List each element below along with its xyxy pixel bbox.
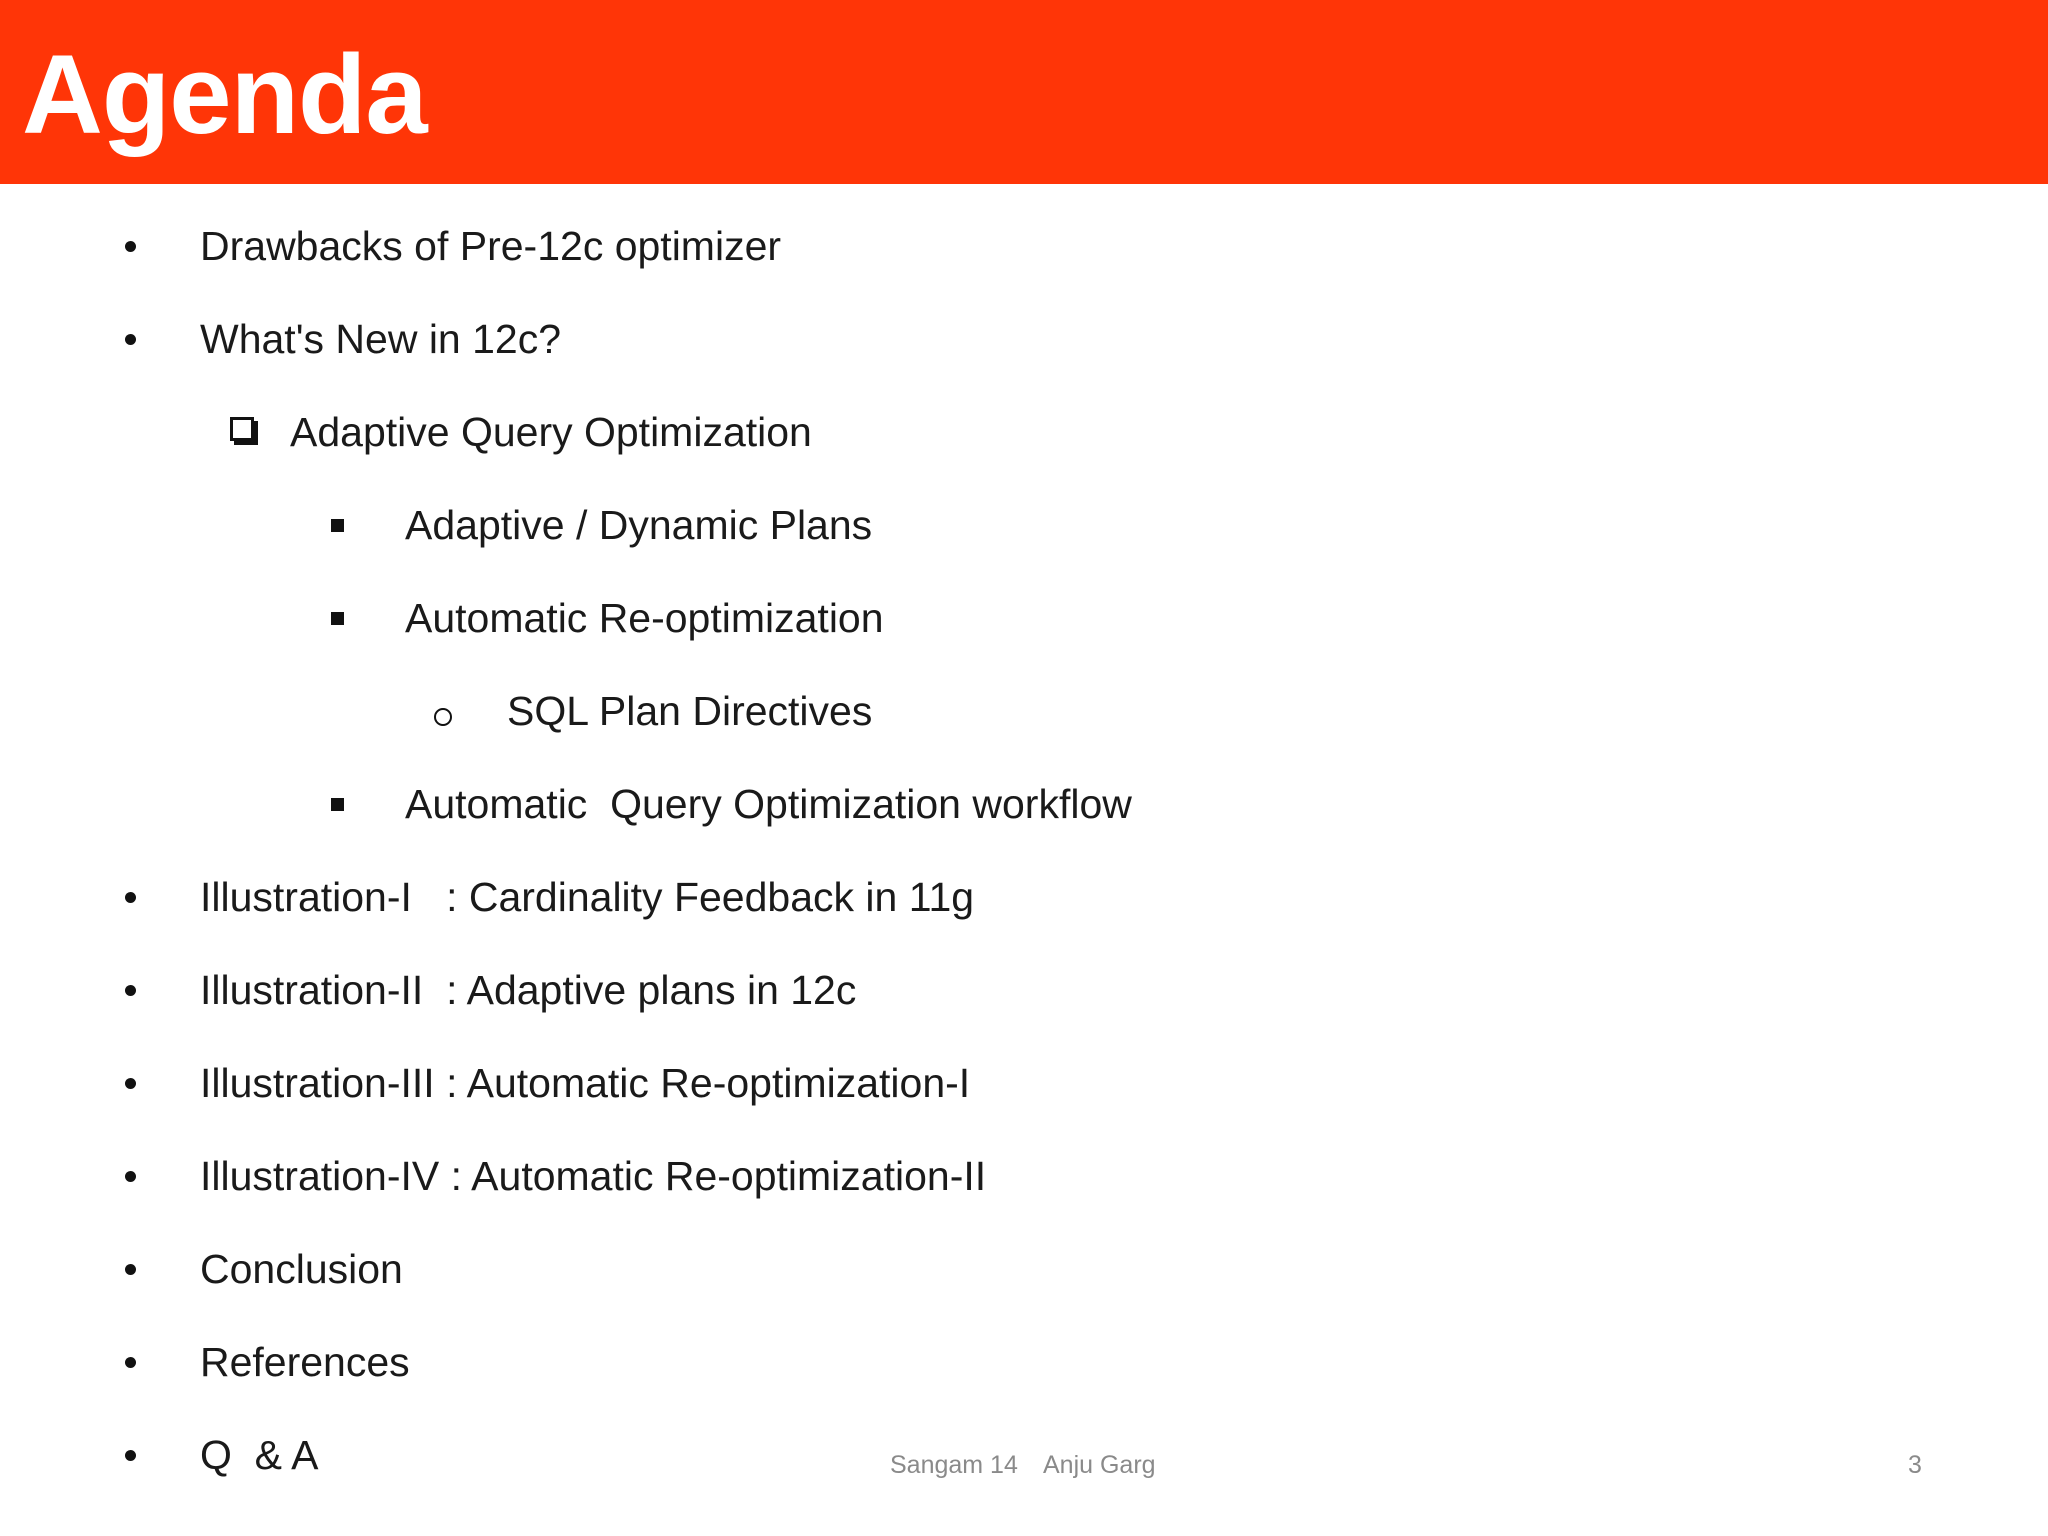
bullet-disc-icon: [125, 334, 136, 345]
agenda-subitem: [434, 681, 873, 741]
checkbox-bullet-icon: [230, 417, 254, 441]
title-bar: [0, 0, 2048, 184]
agenda-item-text: Adaptive / Dynamic Plans: [405, 502, 873, 548]
footer-event: Sangam 14: [890, 1451, 1018, 1479]
slide-title: Agenda: [22, 32, 427, 157]
agenda-item: [125, 1425, 319, 1485]
agenda-item: [125, 1053, 971, 1113]
bullet-square-icon: [331, 519, 344, 532]
agenda-item: [125, 960, 857, 1020]
bullet-disc-icon: [125, 1264, 136, 1275]
bullet-square-icon: [331, 612, 344, 625]
agenda-item-text: Automatic Query Optimization workflow: [405, 781, 1132, 827]
agenda-item-text: Adaptive Query Optimization: [290, 409, 812, 455]
agenda-subitem: [331, 495, 873, 555]
agenda-item-text: Illustration-III : Automatic Re-optimization-I: [200, 1060, 971, 1106]
agenda-item-text: Q & A: [200, 1432, 319, 1478]
bullet-disc-icon: [125, 1078, 136, 1089]
agenda-item-text: Automatic Re-optimization: [405, 595, 884, 641]
agenda-subitem: [331, 588, 884, 648]
agenda-subitem: [230, 402, 812, 462]
agenda-item-text: What's New in 12c?: [200, 316, 562, 362]
bullet-disc-icon: [125, 1450, 136, 1461]
agenda-item-text: Illustration-II : Adaptive plans in 12c: [200, 967, 857, 1013]
agenda-item: [125, 1332, 410, 1392]
agenda-item-text: Conclusion: [200, 1246, 403, 1292]
bullet-disc-icon: [125, 1357, 136, 1368]
bullet-disc-icon: [125, 892, 136, 903]
bullet-disc-icon: [125, 985, 136, 996]
agenda-item: [125, 216, 782, 276]
bullet-disc-icon: [125, 241, 136, 252]
agenda-item: [125, 867, 975, 927]
footer-author: Anju Garg: [1043, 1451, 1156, 1479]
agenda-item-text: References: [200, 1339, 410, 1385]
agenda-item-text: Illustration-I : Cardinality Feedback in 11g: [200, 874, 975, 920]
agenda-item-text: Illustration-IV : Automatic Re-optimization-II: [200, 1153, 987, 1199]
agenda-item: [125, 309, 562, 369]
bullet-ring-icon: [434, 708, 452, 726]
agenda-item-text: SQL Plan Directives: [507, 688, 873, 734]
page-number: 3: [1908, 1451, 1922, 1479]
bullet-square-icon: [331, 798, 344, 811]
agenda-subitem: [331, 774, 1132, 834]
agenda-item: [125, 1239, 403, 1299]
bullet-disc-icon: [125, 1171, 136, 1182]
agenda-item: [125, 1146, 987, 1206]
agenda-item-text: Drawbacks of Pre-12c optimizer: [200, 223, 782, 269]
